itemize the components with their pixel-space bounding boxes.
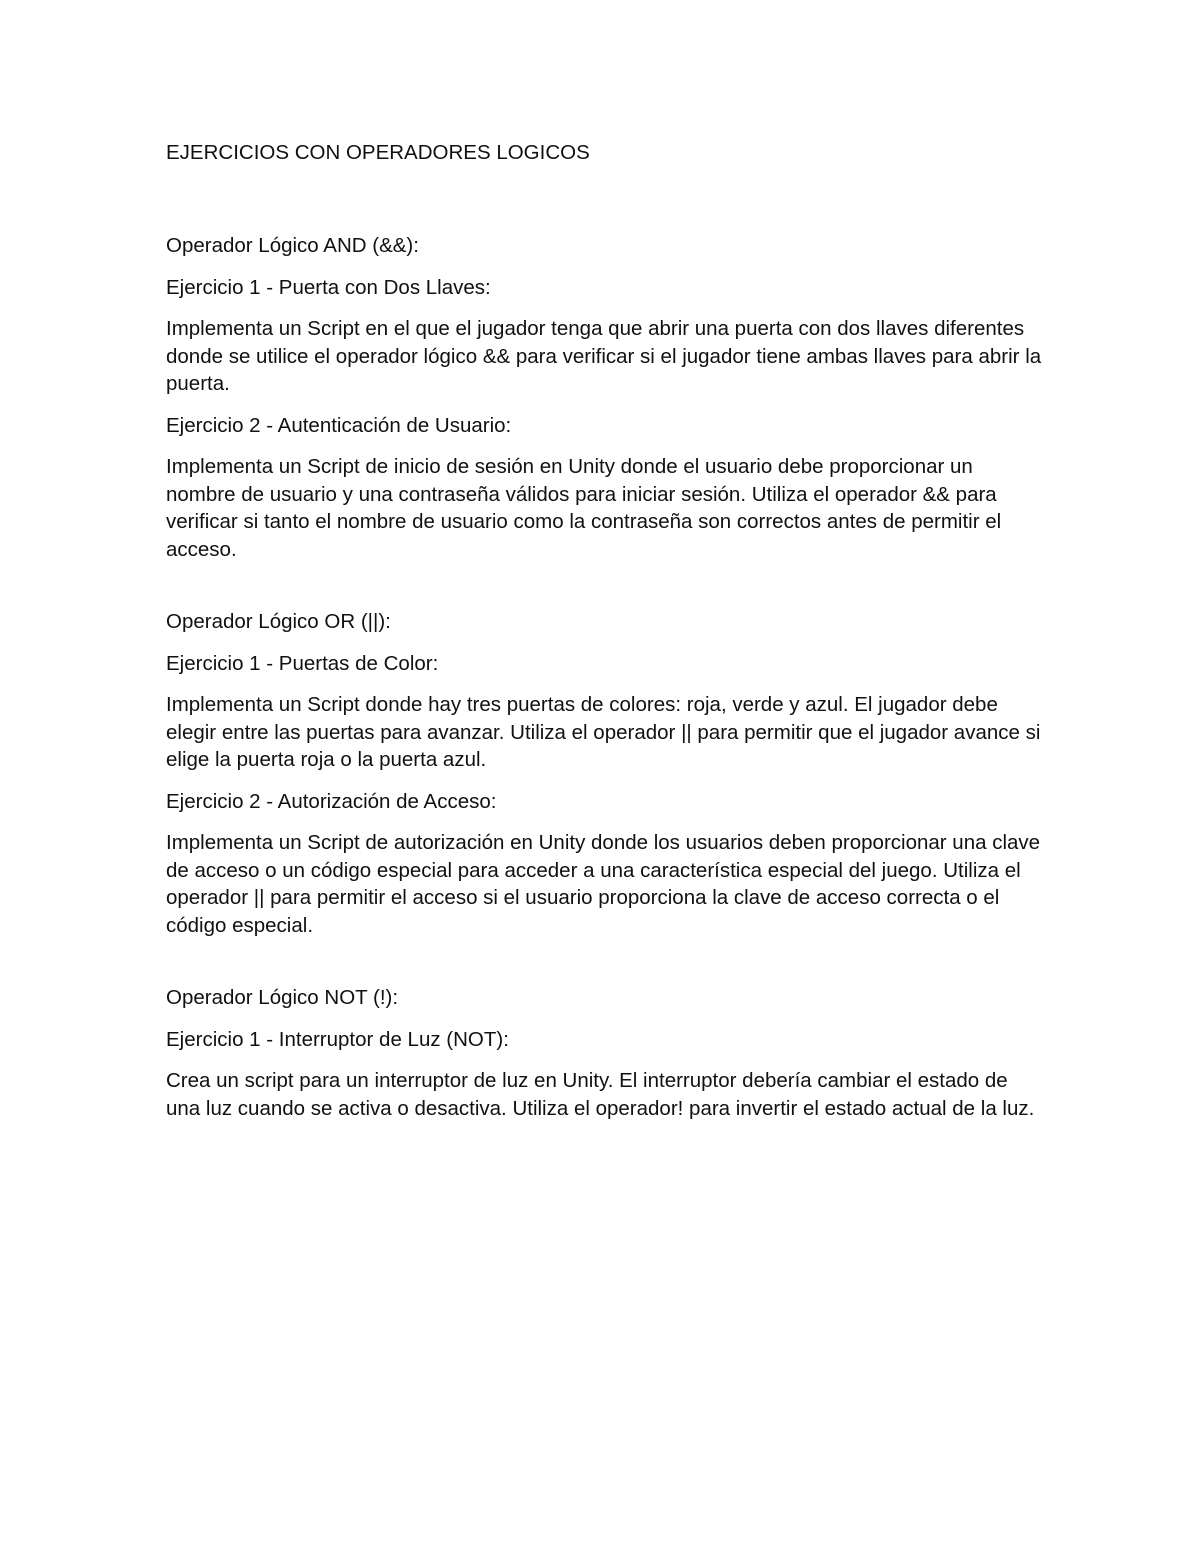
exercise-title: Ejercicio 2 - Autorización de Acceso: — [166, 789, 497, 813]
exercise-description: Implementa un Script donde hay tres puertas de colores: roja, verde y azul. El jugador debe elegir entre las puertas para avanzar. Utiliza el operador || para permitir que el jugador avance si elige la puerta roja o la puerta azul. — [166, 693, 1041, 771]
section-heading: Operador Lógico NOT (!): — [166, 986, 399, 1009]
section-and-operator — [166, 232, 1046, 563]
exercise-title: Ejercicio 1 - Puertas de Color: — [166, 651, 439, 675]
exercise-description: Implementa un Script en el que el jugador tenga que abrir una puerta con dos llaves diferentes donde se utilice el operador lógico && para verificar si el jugador tiene ambas llaves para abrir la puerta. — [166, 317, 1042, 395]
document-page — [166, 138, 1046, 1136]
exercise-title: Ejercicio 1 - Puerta con Dos Llaves: — [166, 275, 491, 299]
exercise-or-1 — [166, 650, 1046, 774]
exercise-description: Crea un script para un interruptor de luz en Unity. El interruptor debería cambiar el estado de una luz cuando se activa o desactiva. Utiliza el operador! para invertir el estado actual de la luz. — [166, 1069, 1035, 1120]
exercise-title: Ejercicio 1 - Interruptor de Luz (NOT): — [166, 1027, 509, 1051]
exercise-title: Ejercicio 2 - Autenticación de Usuario: — [166, 413, 512, 437]
section-heading: Operador Lógico OR (||): — [166, 610, 391, 633]
exercise-description: Implementa un Script de inicio de sesión en Unity donde el usuario debe proporcionar un nombre de usuario y una contraseña válidos para iniciar sesión. Utiliza el operador && para verificar si tanto el nombre de usuario como la contraseña son correctos antes de permitir el acceso. — [166, 455, 1002, 561]
section-heading: Operador Lógico AND (&&): — [166, 234, 419, 257]
document-title: EJERCICIOS CON OPERADORES LOGICOS — [166, 141, 590, 164]
exercise-and-1 — [166, 274, 1046, 398]
exercise-description: Implementa un Script de autorización en Unity donde los usuarios deben proporcionar una clave de acceso o un código especial para acceder a una característica especial del juego. Utiliza el operador || para permitir el acceso si el usuario proporciona la clave de acceso correcta o el código especial. — [166, 831, 1041, 937]
section-not-operator — [166, 984, 1046, 1122]
exercise-not-1 — [166, 1026, 1046, 1123]
exercise-and-2 — [166, 412, 1046, 564]
section-or-operator — [166, 608, 1046, 939]
exercise-or-2 — [166, 788, 1046, 940]
